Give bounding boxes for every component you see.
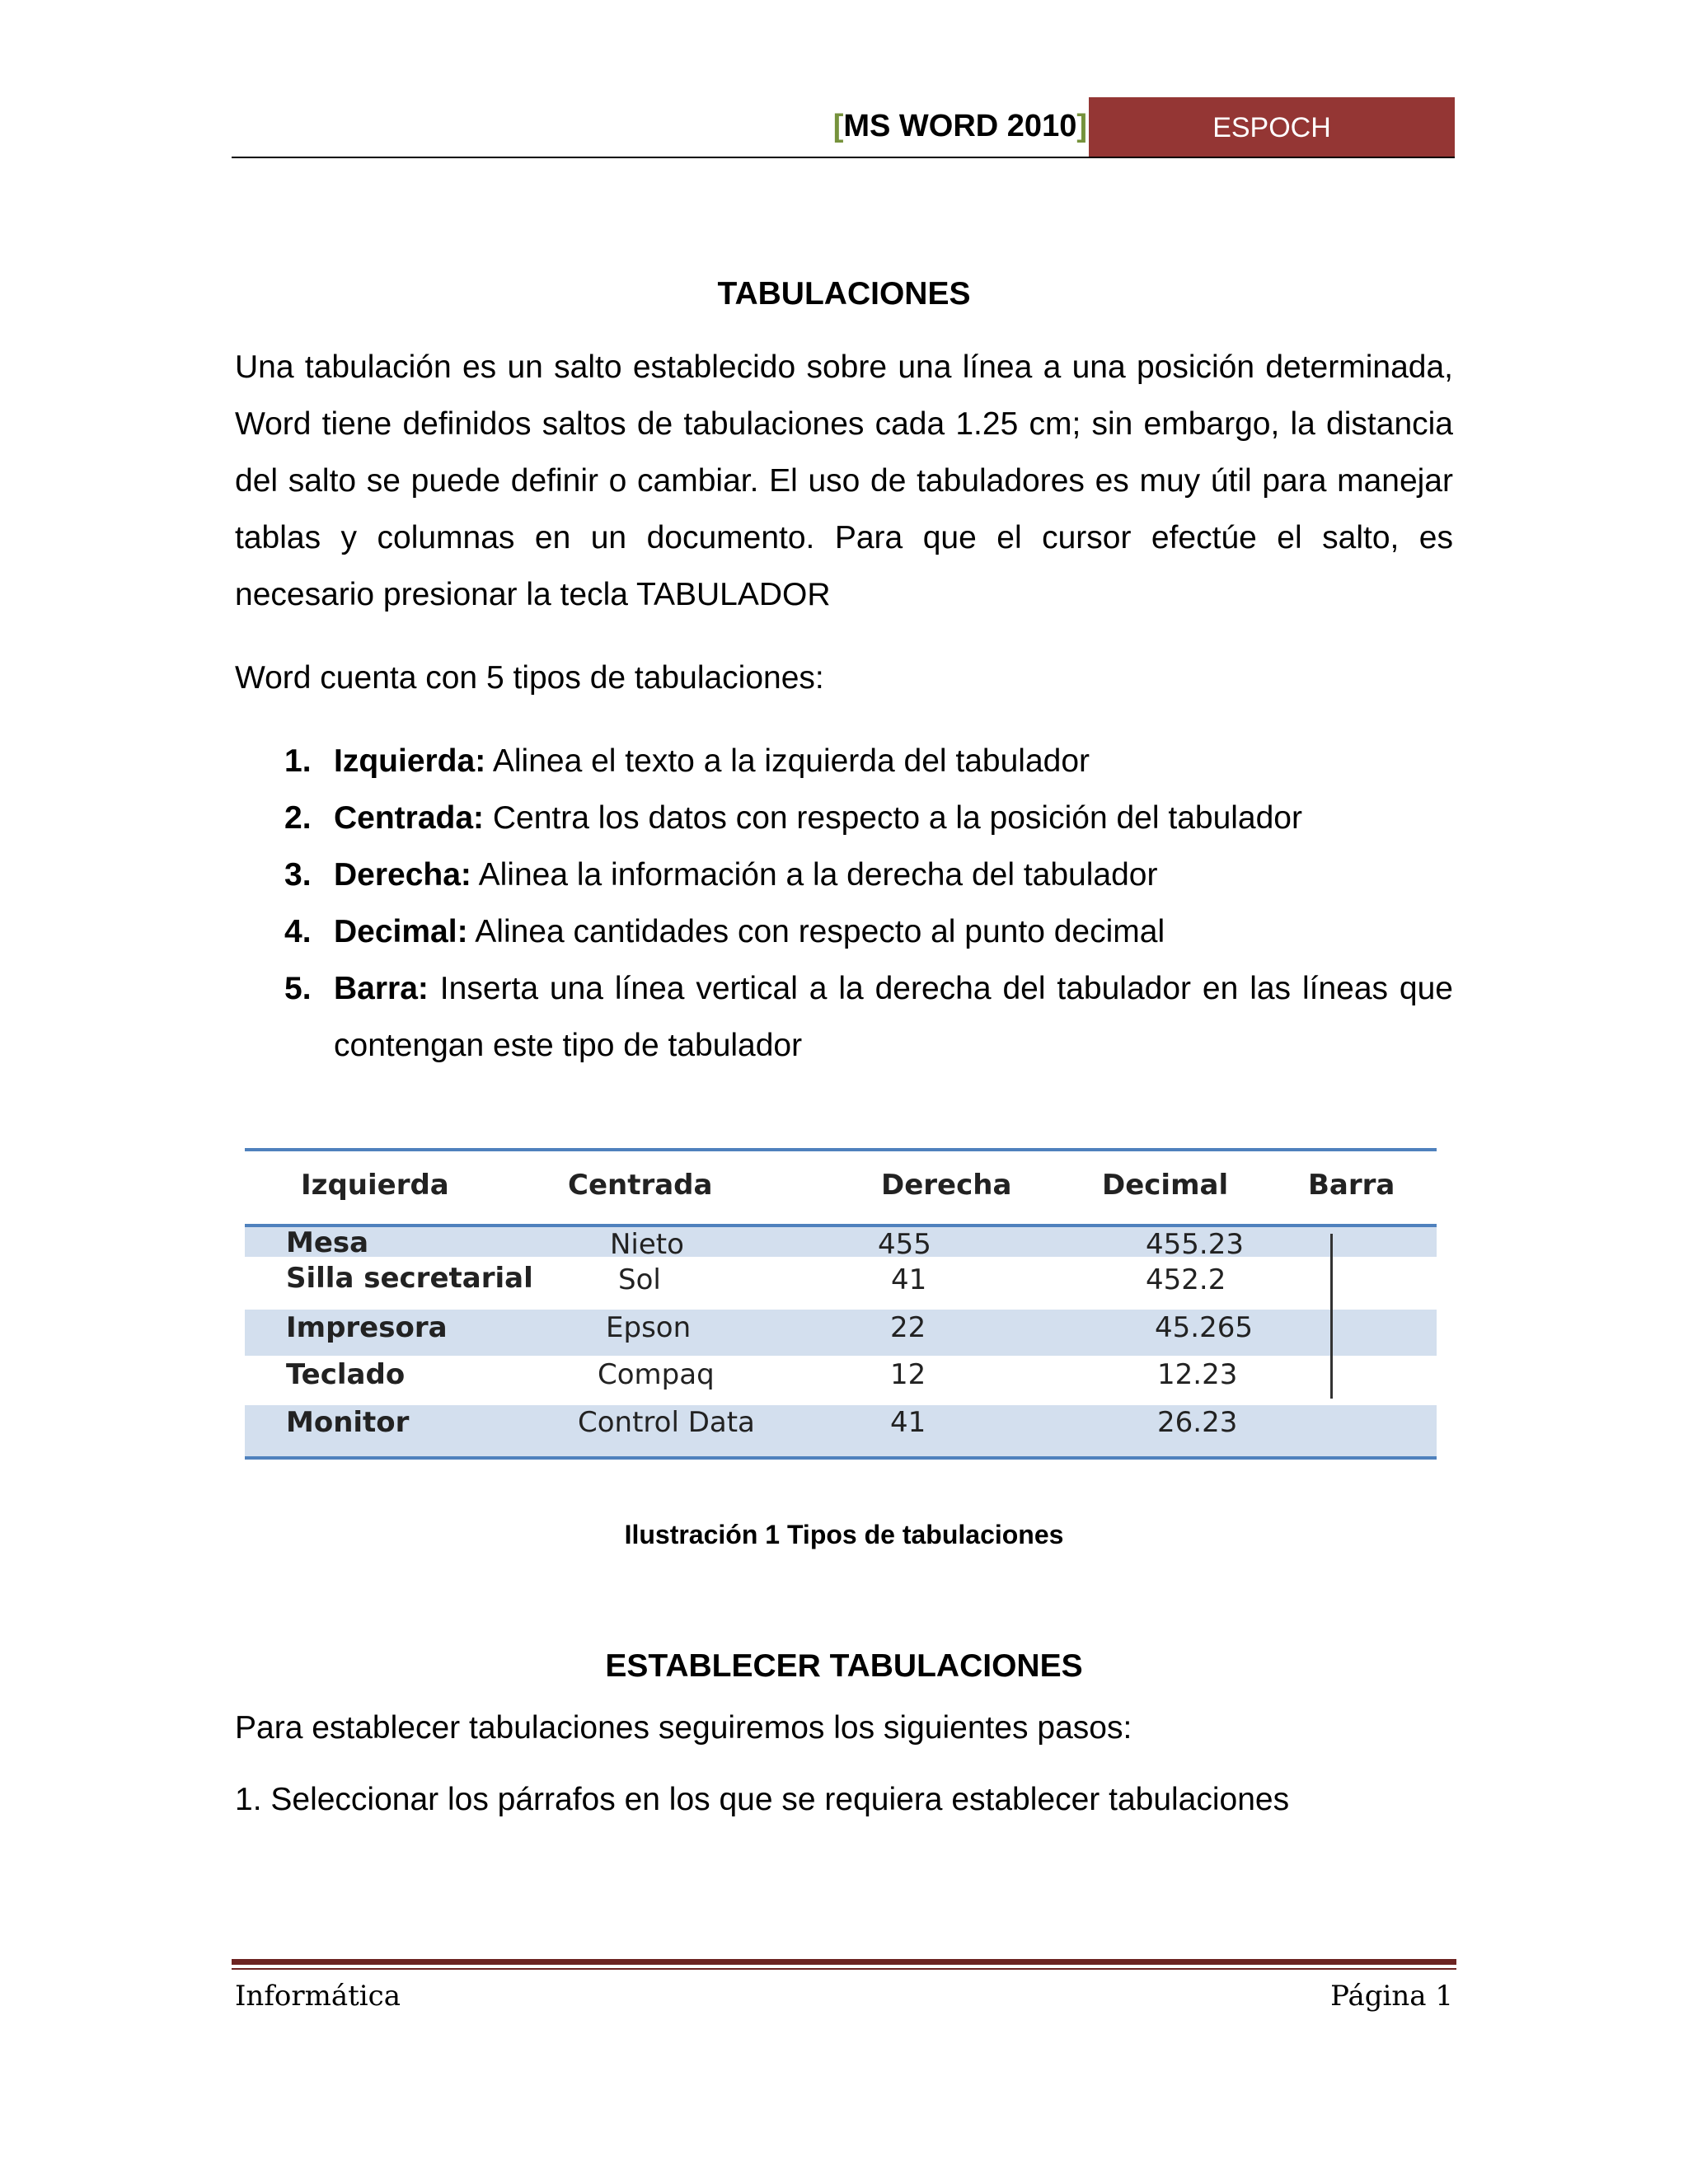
bracket-open: [ bbox=[832, 109, 844, 143]
section-title: ESTABLECER TABULACIONES bbox=[605, 1648, 1083, 1684]
list-term: Decimal: bbox=[334, 914, 468, 949]
list-desc: Inserta una línea vertical a la derecha del tabulador en las líneas que contengan este tipo de tabulador bbox=[334, 971, 1453, 1063]
table-header-cell: Centrada bbox=[568, 1169, 713, 1202]
header-title-text: MS WORD 2010 bbox=[843, 109, 1077, 143]
list-item bbox=[235, 733, 1453, 790]
list-number: 1. bbox=[284, 743, 312, 779]
table-cell: 452.2 bbox=[1146, 1263, 1226, 1296]
section-establecer bbox=[235, 1648, 1453, 1828]
list-item bbox=[235, 960, 1453, 1074]
table-cell: 12 bbox=[890, 1358, 926, 1391]
list-term: Izquierda: bbox=[334, 743, 486, 779]
list-number: 3. bbox=[284, 857, 312, 893]
table-band bbox=[245, 1227, 1437, 1257]
header-rule bbox=[232, 157, 1455, 158]
list-item bbox=[235, 790, 1453, 846]
table-cell: Silla secretarial bbox=[286, 1262, 533, 1295]
list-number: 2. bbox=[284, 800, 312, 836]
table-cell: 41 bbox=[891, 1263, 927, 1296]
page-number: Página 1 bbox=[1330, 1980, 1453, 2013]
table-cell: 26.23 bbox=[1157, 1406, 1238, 1439]
table-cell: 22 bbox=[890, 1311, 926, 1344]
table-cell: Control Data bbox=[578, 1406, 755, 1439]
table-band bbox=[245, 1405, 1437, 1456]
bracket-close: ] bbox=[1076, 109, 1087, 143]
page-header bbox=[232, 97, 1455, 158]
list-number: 5. bbox=[284, 971, 312, 1006]
table-header-cell: Izquierda bbox=[301, 1169, 449, 1202]
tab-types-list bbox=[235, 733, 1453, 1074]
table-header-cell: Barra bbox=[1308, 1169, 1395, 1202]
table-cell: Teclado bbox=[286, 1358, 406, 1391]
table-bottom-rule bbox=[245, 1456, 1437, 1460]
table-cell: Monitor bbox=[286, 1406, 410, 1439]
table-cell: 41 bbox=[890, 1406, 926, 1439]
table-header-cell: Decimal bbox=[1102, 1169, 1229, 1202]
table-cell: 45.265 bbox=[1155, 1311, 1253, 1344]
intro-paragraph: Una tabulación es un salto establecido sobre una línea a una posición determinada, Word tiene definidos saltos de tabulaciones cada 1.25 cm; sin embargo, la distancia del salto se puede definir o cambiar. El uso de tabuladores es muy útil para manejar tablas y columnas en un documento. Para que el cursor efectúe el salto, es necesario presionar la tecla TABULADOR bbox=[235, 349, 1453, 612]
table-cell: 455.23 bbox=[1146, 1228, 1244, 1261]
list-number: 4. bbox=[284, 914, 312, 949]
table-cell: Nieto bbox=[610, 1228, 684, 1261]
figure-caption: Ilustración 1 Tipos de tabulaciones bbox=[624, 1520, 1064, 1549]
list-item bbox=[235, 846, 1453, 903]
count-paragraph: Word cuenta con 5 tipos de tabulaciones: bbox=[235, 660, 824, 696]
list-desc: Alinea cantidades con respecto al punto decimal bbox=[467, 914, 1165, 949]
table-cell: 12.23 bbox=[1157, 1358, 1238, 1391]
list-desc: Centra los datos con respecto a la posición del tabulador bbox=[484, 800, 1302, 836]
table-cell: Impresora bbox=[286, 1311, 448, 1344]
table-cell: Mesa bbox=[286, 1226, 369, 1259]
footer-text bbox=[232, 1980, 1456, 2013]
list-item bbox=[235, 903, 1453, 960]
list-term: Centrada: bbox=[334, 800, 485, 836]
bar-tab-line bbox=[1330, 1234, 1333, 1399]
list-desc: Alinea la información a la derecha del tabulador bbox=[471, 857, 1158, 893]
footer-left: Informática bbox=[235, 1980, 401, 2013]
list-term: Derecha: bbox=[334, 857, 471, 893]
table-header-cell: Derecha bbox=[881, 1169, 1012, 1202]
page-footer bbox=[232, 1959, 1456, 2013]
header-tab: ESPOCH bbox=[1089, 97, 1455, 158]
step-item: 1. Seleccionar los párrafos en los que se requiera establecer tabulaciones bbox=[235, 1782, 1290, 1817]
table-cell: Sol bbox=[618, 1263, 661, 1296]
list-desc: Alinea el texto a la izquierda del tabulador bbox=[485, 743, 1090, 779]
tabulation-figure bbox=[245, 1148, 1437, 1461]
steps-intro: Para establecer tabulaciones seguiremos los siguientes pasos: bbox=[235, 1710, 1132, 1746]
table-top-rule bbox=[245, 1148, 1437, 1151]
footer-rule bbox=[232, 1968, 1456, 1970]
footer-rule bbox=[232, 1959, 1456, 1965]
table-cell: 455 bbox=[878, 1228, 931, 1261]
main-content bbox=[235, 276, 1453, 1074]
table-cell: Compaq bbox=[598, 1358, 715, 1391]
list-term: Barra: bbox=[334, 971, 429, 1006]
header-title bbox=[833, 109, 1087, 144]
section-title: TABULACIONES bbox=[717, 276, 971, 312]
table-cell: Epson bbox=[606, 1311, 692, 1344]
